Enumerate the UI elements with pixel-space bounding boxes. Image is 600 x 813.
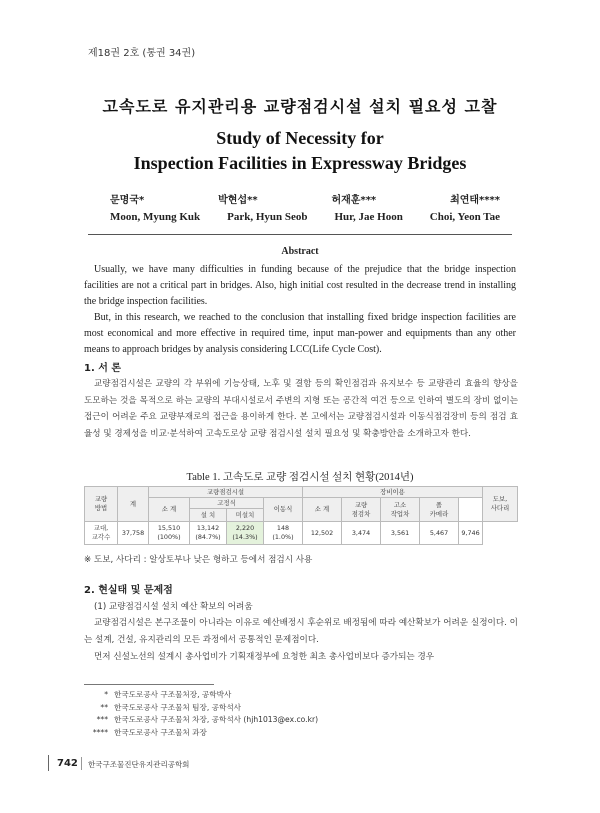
author-ko-1: 문명국*	[110, 195, 145, 206]
header-total: 계	[118, 487, 149, 522]
cell-facility-subtotal: 15,510 (100%)	[149, 522, 190, 545]
subsection-1-heading: (1) 교량점검시설 설치 예산 확보의 어려움	[94, 602, 253, 612]
section-2-paragraph-2: 먼저 신설노선의 설계시 총사업비가 기획재정부에 요청한 최초 총사업비보다 증가되는 경우	[94, 652, 435, 662]
header-not-installed: 미설치	[227, 509, 264, 522]
footnote-mark: *	[104, 690, 108, 699]
section-2-text	[84, 615, 518, 666]
issue-label: 제18권 2호 (통권 34권)	[88, 48, 196, 59]
abstract-paragraph-2: But, in this research, we reached to the conclusion that installing fixed bridge inspection facilities are most economical and more effective in required time, input man-power and equipments than any other means to approach bridges by analysis considering LCC(Life Cycle Cost).	[84, 312, 516, 355]
footnote-mark: ****	[92, 727, 108, 737]
header-equipment-subtotal: 소 계	[303, 498, 342, 522]
abstract-heading: Abstract	[281, 246, 319, 257]
author-ko-2: 박현섭**	[218, 195, 258, 206]
inspection-facility-table	[84, 486, 518, 545]
cell-bridge-vehicle: 3,474	[342, 522, 381, 545]
header-installed: 설 치	[190, 509, 227, 522]
author-ko-3: 허재훈***	[331, 195, 377, 206]
abstract-body	[84, 262, 516, 358]
footnote-divider	[84, 684, 214, 685]
footnote-3	[84, 714, 318, 727]
english-title	[0, 126, 600, 176]
page-number-bar	[48, 755, 49, 771]
cell-installed: 13,142 (84.7%)	[190, 522, 227, 545]
footer-divider	[81, 757, 82, 770]
header-bridge-method: 교량 방법	[85, 487, 118, 522]
header-pole-camera: 폴 카메라	[420, 498, 459, 522]
footnotes	[84, 689, 318, 739]
cell-mobile: 148 (1.0%)	[264, 522, 303, 545]
header-facility-subtotal: 소 계	[149, 498, 190, 522]
cell-pole-camera: 5,467	[420, 522, 459, 545]
footnote-mark: ***	[96, 715, 108, 724]
header-equipment: 장비이용	[303, 487, 483, 498]
table-caption: Table 1. 고속도로 교량 점검시설 설치 현황(2014년)	[186, 472, 414, 483]
header-fixed: 고정식	[190, 498, 264, 509]
cell-not-installed: 2,220 (14.3%)	[227, 522, 264, 545]
page-number: 742	[57, 758, 78, 769]
footnote-4	[84, 727, 318, 740]
row-label: 교대, 교각수	[85, 522, 118, 545]
author-ko-4: 최연태****	[450, 195, 500, 206]
footnote-text: 한국도로공사 구조물처 팀장, 공학석사	[114, 702, 242, 712]
cell-total: 37,758	[118, 522, 149, 545]
english-title-line-2: Inspection Facilities in Expressway Bridges	[133, 153, 467, 173]
authors-english	[110, 211, 500, 223]
header-inspection-facility: 교량점검시설	[149, 487, 303, 498]
footnote-text: 한국도로공사 구조물처 과장	[114, 727, 207, 737]
header-walk-ladder: 도보, 사다리	[483, 487, 518, 522]
footnote-mark: **	[100, 702, 108, 712]
footnote-1	[84, 689, 318, 702]
cell-aerial-vehicle: 3,561	[381, 522, 420, 545]
footnote-text: 한국도로공사 구조물처장, 공학박사	[114, 690, 232, 699]
footnote-text: 한국도로공사 구조물처 차장, 공학석사 (hjh1013@ex.co.kr)	[114, 715, 319, 724]
header-aerial-vehicle: 고소 작업차	[381, 498, 420, 522]
author-en-2: Park, Hyun Seob	[227, 211, 308, 223]
author-en-1: Moon, Myung Kuk	[110, 211, 201, 223]
header-mobile: 이동식	[264, 498, 303, 522]
section-1-heading: 1. 서 론	[84, 363, 122, 374]
english-title-line-1: Study of Necessity for	[216, 128, 384, 148]
section-2-paragraph-1: 교량점검시설은 본구조물이 아니라는 이유로 예산배정시 후순위로 배정됨에 따라 예산확보가 어려운 실정이다. 이는 설계, 건설, 유지관리의 모든 과정에서 공통적인 문제점이다.	[84, 618, 518, 645]
authors-korean	[110, 191, 500, 206]
cell-equipment-subtotal: 12,502	[303, 522, 342, 545]
journal-name: 한국구조물진단유지관리공학회	[88, 760, 190, 769]
abstract-paragraph-1: Usually, we have many difficulties in funding because of the prejudice that the bridge inspection facilities are not a critical part in bridges. Also, high initial cost resulted in the decrease trend in installing the bridge inspection facilities.	[84, 264, 516, 307]
author-en-4: Choi, Yeon Tae	[429, 211, 500, 223]
author-en-3: Hur, Jae Hoon	[334, 211, 403, 223]
footnote-2	[84, 702, 318, 715]
cell-walk-ladder: 9,746	[459, 522, 483, 545]
korean-title: 고속도로 유지관리용 교량점검시설 설치 필요성 고찰	[102, 97, 498, 116]
section-2-heading: 2. 현실태 및 문제점	[84, 585, 173, 596]
title-divider	[88, 234, 512, 235]
section-1-text: 교량점검시설은 교량의 각 부위에 기능상태, 노후 및 결함 등의 확인점검과 유지보수 등 교량관리 효율의 향상을 도모하는 것을 목적으로 하는 교량의 부대시설로서 주변의 지형 또는 공간적 여건 등으로 인하여 별도의 장비 없이는 접근이 어려운 주요 교량부재로의 접근을 용이하게 한다. 본 고에서는 교량점검시설과 이동식점검장비 등의 점검 효율성 및 경제성을 비교·분석하여 고속도로상 교량 점검시설 설치 필요성 및 확충방안을 소개하고자 한다.	[84, 379, 518, 439]
header-bridge-vehicle: 교량 점검차	[342, 498, 381, 522]
table-note: ※ 도보, 사다리 : 알상토부나 낮은 형하고 등에서 점검시 사용	[84, 555, 313, 565]
